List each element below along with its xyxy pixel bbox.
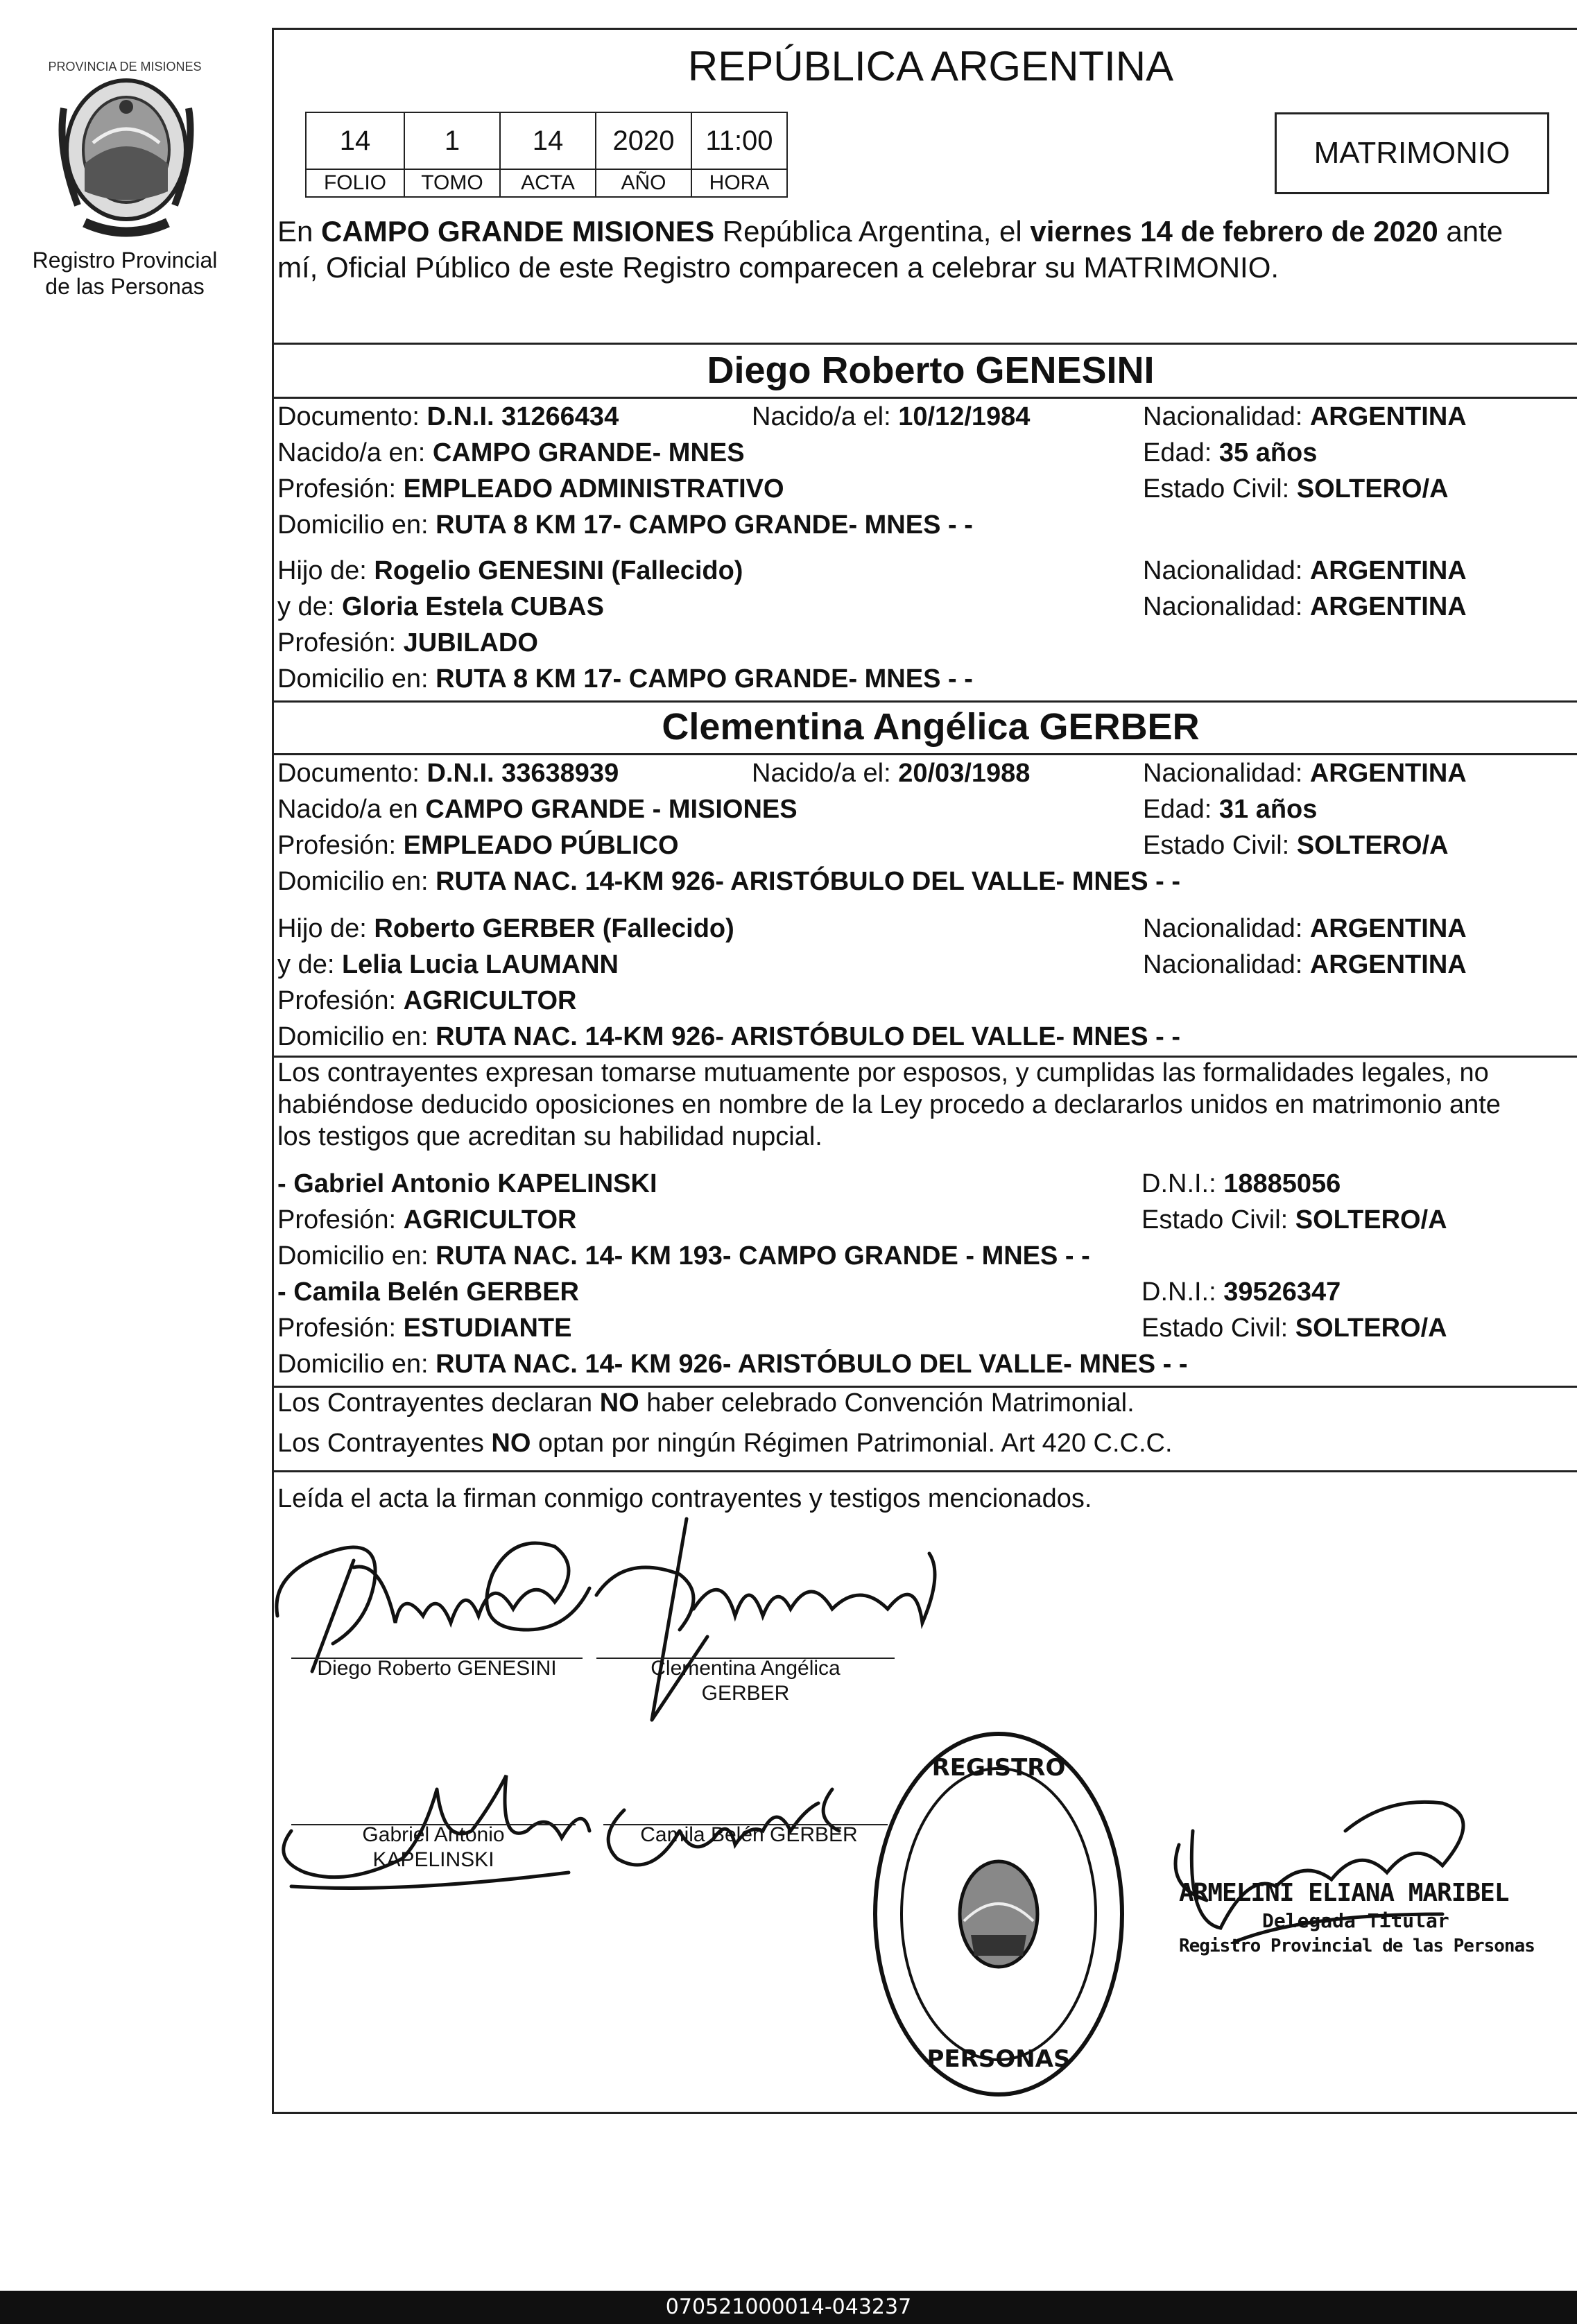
bride-civil xyxy=(1143,829,1449,861)
groom-mother-label: y de: xyxy=(277,592,342,621)
bride-parents-dom-value: RUTA NAC. 14-KM 926- ARISTÓBULO DEL VALLE- MNES - - xyxy=(436,1022,1180,1051)
bride-parents-prof-value: AGRICULTOR xyxy=(403,986,577,1015)
tomo-value: 1 xyxy=(404,112,500,169)
groom-dom-value: RUTA 8 KM 17- CAMPO GRANDE- MNES - - xyxy=(436,510,973,540)
groom-father-nat xyxy=(1143,555,1467,587)
groom-father-value: Rogelio GENESINI (Fallecido) xyxy=(374,556,743,585)
bride-father-nat-label: Nacionalidad: xyxy=(1143,914,1310,943)
convention-1c: haber celebrado Convención Matrimonial. xyxy=(639,1388,1135,1418)
groom-doc-label: Documento: xyxy=(277,402,427,431)
document-barcode-text: 070521000014-043237 xyxy=(0,2291,1577,2324)
bride-parents-prof-label: Profesión: xyxy=(277,986,404,1015)
bride-father-nat xyxy=(1143,913,1467,945)
bride-nat-label: Nacionalidad: xyxy=(1143,759,1310,788)
bride-dom-value: RUTA NAC. 14-KM 926- ARISTÓBULO DEL VALLE- MNES - - xyxy=(436,867,1180,896)
act-type-box xyxy=(1275,112,1549,194)
groom-mother-nat-value: ARGENTINA xyxy=(1309,592,1467,621)
registry-line-1: Registro Provincial xyxy=(32,248,218,273)
province-seal-graphic xyxy=(43,60,209,247)
witness-2-name: Camila Belén GERBER xyxy=(293,1277,580,1307)
bride-age xyxy=(1143,793,1317,825)
groom-parents-prof xyxy=(277,627,538,659)
folio-value: 14 xyxy=(306,112,404,169)
bride-birthplace xyxy=(277,793,798,825)
bride-doc-value: D.N.I. 33638939 xyxy=(426,759,619,788)
groom-prof-value: EMPLEADO ADMINISTRATIVO xyxy=(403,474,784,503)
groom-civil-label: Estado Civil: xyxy=(1143,474,1297,503)
bride-parents xyxy=(277,913,1577,1057)
witness-1-dom xyxy=(277,1240,1090,1272)
bride-mother-nat xyxy=(1143,949,1467,981)
bride-father-value: Roberto GERBER (Fallecido) xyxy=(374,914,734,943)
witness-1-civil xyxy=(1141,1204,1447,1236)
intro-line-2: mí, Oficial Público de este Registro comparecen a celebrar su MATRIMONIO. xyxy=(277,251,1279,284)
witness-2-prof xyxy=(277,1312,571,1344)
hora-value: 11:00 xyxy=(691,112,787,169)
witness-2-civil-value: SOLTERO/A xyxy=(1295,1314,1447,1343)
seal-caption xyxy=(28,60,222,74)
registry-name xyxy=(14,247,236,300)
witness-1-name-row: - Gabriel Antonio KAPELINSKI xyxy=(277,1169,657,1198)
witness-2-prof-value: ESTUDIANTE xyxy=(403,1314,572,1343)
intro-text-1: En xyxy=(277,215,322,248)
groom-age xyxy=(1143,437,1317,469)
groom-parents-prof-label: Profesión: xyxy=(277,628,404,657)
witness-2-civil-label: Estado Civil: xyxy=(1141,1314,1295,1343)
bride-nat xyxy=(1143,757,1467,789)
svg-text:REGISTRO: REGISTRO xyxy=(931,1754,1066,1782)
groom-prof xyxy=(277,473,784,505)
bride-father-nat-value: ARGENTINA xyxy=(1309,914,1467,943)
witness-1-dni xyxy=(1141,1168,1341,1200)
bride-dom-label: Domicilio en: xyxy=(277,867,436,896)
bride-prof xyxy=(277,829,679,861)
bride-prof-value: EMPLEADO PÚBLICO xyxy=(403,831,679,860)
registry-line-2: de las Personas xyxy=(45,274,205,299)
witness-2-dni-label: D.N.I.: xyxy=(1141,1277,1224,1307)
bride-father-label: Hijo de: xyxy=(277,914,374,943)
groom-civil-value: SOLTERO/A xyxy=(1296,474,1449,503)
groom-civil xyxy=(1143,473,1449,505)
groom-parents-dom-value: RUTA 8 KM 17- CAMPO GRANDE- MNES - - xyxy=(436,664,973,694)
official-name: ARMELINI ELIANA MARIBEL xyxy=(1179,1879,1509,1907)
bride-dom xyxy=(277,866,1180,897)
groom-mother-nat-label: Nacionalidad: xyxy=(1143,592,1310,621)
witness-2-dni-value: 39526347 xyxy=(1223,1277,1341,1307)
svg-text:PERSONAS: PERSONAS xyxy=(927,2045,1071,2073)
intro-line-1 xyxy=(277,214,1577,250)
bride-mother-nat-label: Nacionalidad: xyxy=(1143,950,1310,979)
witness-2-dni xyxy=(1141,1276,1341,1308)
official-stamp-graphic xyxy=(867,1727,1130,2101)
declaration-line-3: los testigos que acreditan su habilidad nupcial. xyxy=(277,1122,822,1151)
convention-line-2 xyxy=(277,1427,1577,1459)
witness-1-prof-label: Profesión: xyxy=(277,1205,404,1234)
bride-doc-label: Documento: xyxy=(277,759,427,788)
witness-1-dni-label: D.N.I.: xyxy=(1141,1169,1224,1198)
convention xyxy=(277,1387,1577,1459)
tomo-label: TOMO xyxy=(404,169,500,197)
bride-mother-nat-value: ARGENTINA xyxy=(1309,950,1467,979)
bride-age-label: Edad: xyxy=(1143,795,1219,824)
witness-1-name: Gabriel Antonio KAPELINSKI xyxy=(293,1169,657,1198)
groom-age-value: 35 años xyxy=(1218,438,1318,467)
witness-2-name-row: - Camila Belén GERBER xyxy=(277,1277,580,1307)
witness-1-dom-label: Domicilio en: xyxy=(277,1241,436,1271)
bride-mother-label: y de: xyxy=(277,950,342,979)
groom-mother-nat xyxy=(1143,591,1467,623)
acta-value: 14 xyxy=(500,112,596,169)
bride-civil-label: Estado Civil: xyxy=(1143,831,1297,860)
closing-text: Leída el acta la firman conmigo contrayentes y testigos mencionados. xyxy=(277,1484,1092,1513)
bride-doc xyxy=(277,757,619,789)
witness-1-signature-caption xyxy=(291,1823,576,1873)
groom-parents xyxy=(277,555,1577,699)
bride-details xyxy=(277,757,1577,902)
bride-civil-value: SOLTERO/A xyxy=(1296,831,1449,860)
witness-1-prof-value: AGRICULTOR xyxy=(403,1205,577,1234)
groom-mother xyxy=(277,591,604,623)
record-table xyxy=(305,112,788,198)
witness-1-caption-line-1: Gabriel Antonio xyxy=(362,1823,505,1846)
witness-2-dom-value: RUTA NAC. 14- KM 926- ARISTÓBULO DEL VALLE- MNES - - xyxy=(436,1350,1188,1379)
groom-father-nat-label: Nacionalidad: xyxy=(1143,556,1310,585)
bride-parents-dom-label: Domicilio en: xyxy=(277,1022,436,1051)
divider xyxy=(272,397,1577,399)
groom-signature-caption: Diego Roberto GENESINI xyxy=(317,1657,557,1680)
bride-caption-line-2: GERBER xyxy=(701,1682,790,1705)
witness-2-dom-label: Domicilio en: xyxy=(277,1350,436,1379)
witness-1-caption-line-2: KAPELINSKI xyxy=(372,1848,494,1871)
witness-2-dom xyxy=(277,1348,1188,1380)
groom-parents-dom-label: Domicilio en: xyxy=(277,664,436,694)
ano-label: AÑO xyxy=(596,169,691,197)
groom-dom xyxy=(277,509,973,541)
declaration-line-2: habiéndose deducido oposiciones en nombre de la Ley procedo a declararlos unidos en matrimonio ante xyxy=(277,1090,1501,1119)
groom-signature-stroke xyxy=(277,1543,589,1671)
witness-2-signature-caption: Camila Belén GERBER xyxy=(640,1823,858,1846)
groom-age-label: Edad: xyxy=(1143,438,1219,467)
intro-text-2: República Argentina, el xyxy=(714,215,1031,248)
witness-1-civil-value: SOLTERO/A xyxy=(1295,1205,1447,1234)
groom-born-value: 10/12/1984 xyxy=(898,402,1031,431)
groom-parents-dom xyxy=(277,663,973,695)
bride-born-value: 20/03/1988 xyxy=(898,759,1031,788)
bride-mother xyxy=(277,949,619,981)
groom-birthplace xyxy=(277,437,745,469)
groom-doc-value: D.N.I. 31266434 xyxy=(426,402,619,431)
bride-parents-dom xyxy=(277,1021,1180,1053)
bride-nat-value: ARGENTINA xyxy=(1309,759,1467,788)
groom-born-label: Nacido/a el: xyxy=(752,402,899,431)
convention-1a: Los Contrayentes declaran xyxy=(277,1388,600,1418)
intro-text-3: ante xyxy=(1438,215,1503,248)
witness-1-dom-value: RUTA NAC. 14- KM 193- CAMPO GRANDE - MNES - - xyxy=(436,1241,1090,1271)
convention-1b: NO xyxy=(599,1388,639,1418)
groom-born xyxy=(752,401,1030,433)
divider xyxy=(272,753,1577,755)
groom-name: Diego Roberto GENESINI xyxy=(707,350,1155,391)
witness-1 xyxy=(277,1168,1577,1276)
acta-label: ACTA xyxy=(500,169,596,197)
groom-nat-value: ARGENTINA xyxy=(1309,402,1467,431)
province-seal xyxy=(43,60,209,247)
groom-father-label: Hijo de: xyxy=(277,556,374,585)
groom-prof-label: Profesión: xyxy=(277,474,404,503)
divider xyxy=(272,700,1577,703)
bride-birthplace-label: Nacido/a en xyxy=(277,795,426,824)
official-title: Delegada Titular xyxy=(1262,1909,1449,1932)
bride-mother-value: Lelia Lucia LAUMANN xyxy=(341,950,619,979)
declaration-line-1: Los contrayentes expresan tomarse mutuamente por esposos, y cumplidas las formalidades legales, no xyxy=(277,1058,1489,1087)
witness-2-prof-label: Profesión: xyxy=(277,1314,404,1343)
bride-prof-label: Profesión: xyxy=(277,831,404,860)
bride-caption-line-1: Clementina Angélica xyxy=(650,1657,841,1680)
intro-date: viernes 14 de febrero de 2020 xyxy=(1030,215,1438,248)
declaration xyxy=(277,1057,1577,1153)
official-office: Registro Provincial de las Personas xyxy=(1179,1936,1535,1956)
convention-2a: Los Contrayentes xyxy=(277,1429,492,1458)
bride-signature-caption xyxy=(596,1656,895,1706)
witness-2 xyxy=(277,1276,1577,1384)
groom-nat-label: Nacionalidad: xyxy=(1143,402,1310,431)
bride-birthplace-value: CAMPO GRANDE - MISIONES xyxy=(425,795,798,824)
groom-mother-value: Gloria Estela CUBAS xyxy=(341,592,604,621)
witness-1-dni-value: 18885056 xyxy=(1223,1169,1341,1198)
act-type: MATRIMONIO xyxy=(1313,136,1510,170)
bride-father xyxy=(277,913,734,945)
official-block xyxy=(1179,1878,1567,1959)
convention-2b: NO xyxy=(491,1429,531,1458)
witness-2-civil xyxy=(1141,1312,1447,1344)
groom-father xyxy=(277,555,743,587)
groom-father-nat-value: ARGENTINA xyxy=(1309,556,1467,585)
convention-2c: optan por ningún Régimen Patrimonial. Art 420 C.C.C. xyxy=(531,1429,1173,1458)
official-stamp xyxy=(867,1727,1130,2101)
groom-parents-prof-value: JUBILADO xyxy=(403,628,538,657)
intro-paragraph xyxy=(277,214,1577,286)
groom-birthplace-label: Nacido/a en: xyxy=(277,438,433,467)
country-title: REPÚBLICA ARGENTINA xyxy=(687,43,1174,89)
bride-born xyxy=(752,757,1030,789)
groom-nat xyxy=(1143,401,1467,433)
hora-label: HORA xyxy=(691,169,787,197)
ano-value: 2020 xyxy=(596,112,691,169)
groom-birthplace-value: CAMPO GRANDE- MNES xyxy=(432,438,745,467)
bride-born-label: Nacido/a el: xyxy=(752,759,899,788)
groom-doc xyxy=(277,401,619,433)
divider xyxy=(272,343,1577,345)
witness-1-civil-label: Estado Civil: xyxy=(1141,1205,1295,1234)
groom-dom-label: Domicilio en: xyxy=(277,510,436,540)
intro-place: CAMPO GRANDE MISIONES xyxy=(321,215,715,248)
bride-name: Clementina Angélica GERBER xyxy=(662,706,1200,748)
bride-age-value: 31 años xyxy=(1218,795,1318,824)
bride-parents-prof xyxy=(277,985,576,1017)
seal-text: PROVINCIA DE MISIONES xyxy=(48,60,202,74)
witness-1-prof xyxy=(277,1204,576,1236)
groom-details xyxy=(277,401,1577,545)
folio-label: FOLIO xyxy=(306,169,404,197)
convention-line-1 xyxy=(277,1387,1577,1427)
